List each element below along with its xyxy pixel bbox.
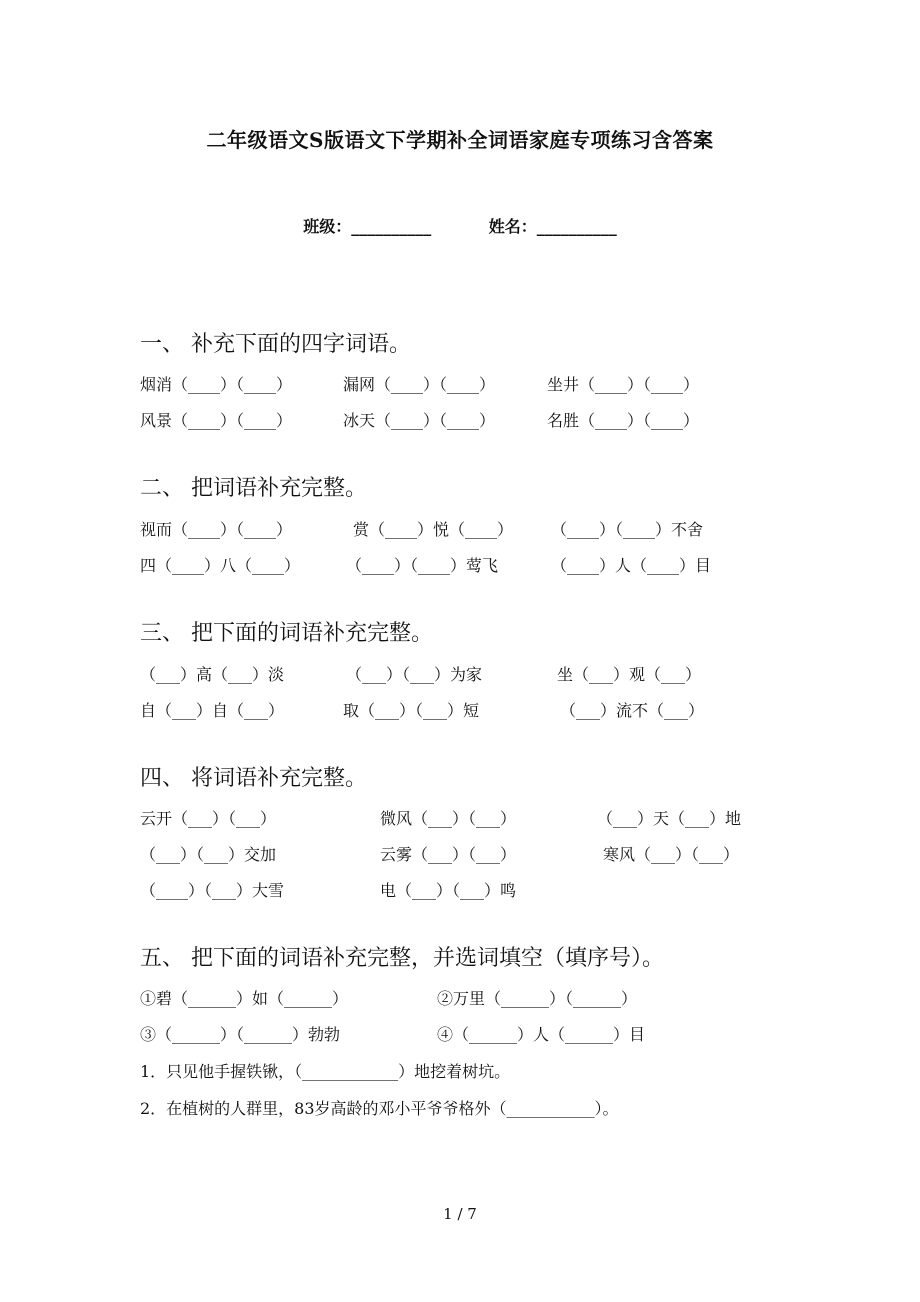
section-2-item: （____）（____）莺飞	[346, 556, 499, 575]
section-4-item: 云开（___）（___）	[140, 809, 277, 828]
section-4-item: （___）天（___）地	[597, 809, 742, 828]
section-1-heading: 一、 补充下面的四字词语。	[140, 332, 411, 357]
class-field: 班级：__________	[303, 217, 432, 236]
section-4-item: 微风（___）（___）	[380, 809, 517, 828]
section-3-item: （___）高（___）淡	[140, 665, 285, 684]
section-3-item: 取（___）（___）短	[343, 701, 480, 720]
section-2-item: （____）（____）不舍	[551, 520, 704, 539]
section-1-item: 风景（____）（____）	[140, 411, 293, 430]
section-5-question: 2．在植树的人群里，83岁高龄的邓小平爷爷格外（___________）。	[140, 1099, 619, 1118]
student-info-line	[0, 214, 920, 237]
section-4-item: 电（___）（___）鸣	[380, 881, 517, 900]
section-5-item: ①碧（______）如（______）	[140, 989, 349, 1008]
section-1-item: 烟消（____）（____）	[140, 375, 293, 394]
section-5-item: ④（______）人（______）目	[437, 1025, 646, 1044]
section-2-item: （____）人（____）目	[551, 556, 712, 575]
name-field: 姓名：__________	[488, 217, 617, 236]
section-4-item: （___）（___）交加	[140, 845, 277, 864]
section-5-question: 1．只见他手握铁锹，（____________）地挖着树坑。	[140, 1062, 511, 1081]
section-2-item: 四（____）八（____）	[140, 556, 301, 575]
section-4-heading: 四、 将词语补充完整。	[140, 766, 367, 791]
section-4-item: （____）（___）大雪	[140, 881, 285, 900]
section-3-item: （___）流不（___）	[560, 701, 705, 720]
section-1-item: 漏网（____）（____）	[343, 375, 496, 394]
section-2-item: 视而（____）（____）	[140, 520, 293, 539]
section-3-item: 自（___）自（___）	[140, 701, 285, 720]
section-5-heading: 五、 把下面的词语补充完整，并选词填空（填序号）。	[140, 946, 664, 971]
section-3-item: （___）（___）为家	[346, 665, 483, 684]
section-2-item: 赏（____）悦（____）	[353, 520, 514, 539]
section-4-item: 云雾（___）（___）	[380, 845, 517, 864]
page-title: 二年级语文S版语文下学期补全词语家庭专项练习含答案	[206, 128, 714, 152]
section-1-item: 坐井（____）（____）	[547, 375, 700, 394]
section-5-item: ③（______）（______）勃勃	[140, 1025, 341, 1044]
page-number: 1 / 7	[443, 1205, 477, 1223]
section-5-item: ②万里（______）（______）	[437, 989, 638, 1008]
section-3-item: 坐（___）观（___）	[557, 665, 702, 684]
section-4-item: 寒风（___）（___）	[603, 845, 740, 864]
section-3-heading: 三、 把下面的词语补充完整。	[140, 621, 433, 646]
section-2-heading: 二、 把词语补充完整。	[140, 476, 367, 501]
section-1-item: 冰天（____）（____）	[343, 411, 496, 430]
section-1-item: 名胜（____）（____）	[547, 411, 700, 430]
